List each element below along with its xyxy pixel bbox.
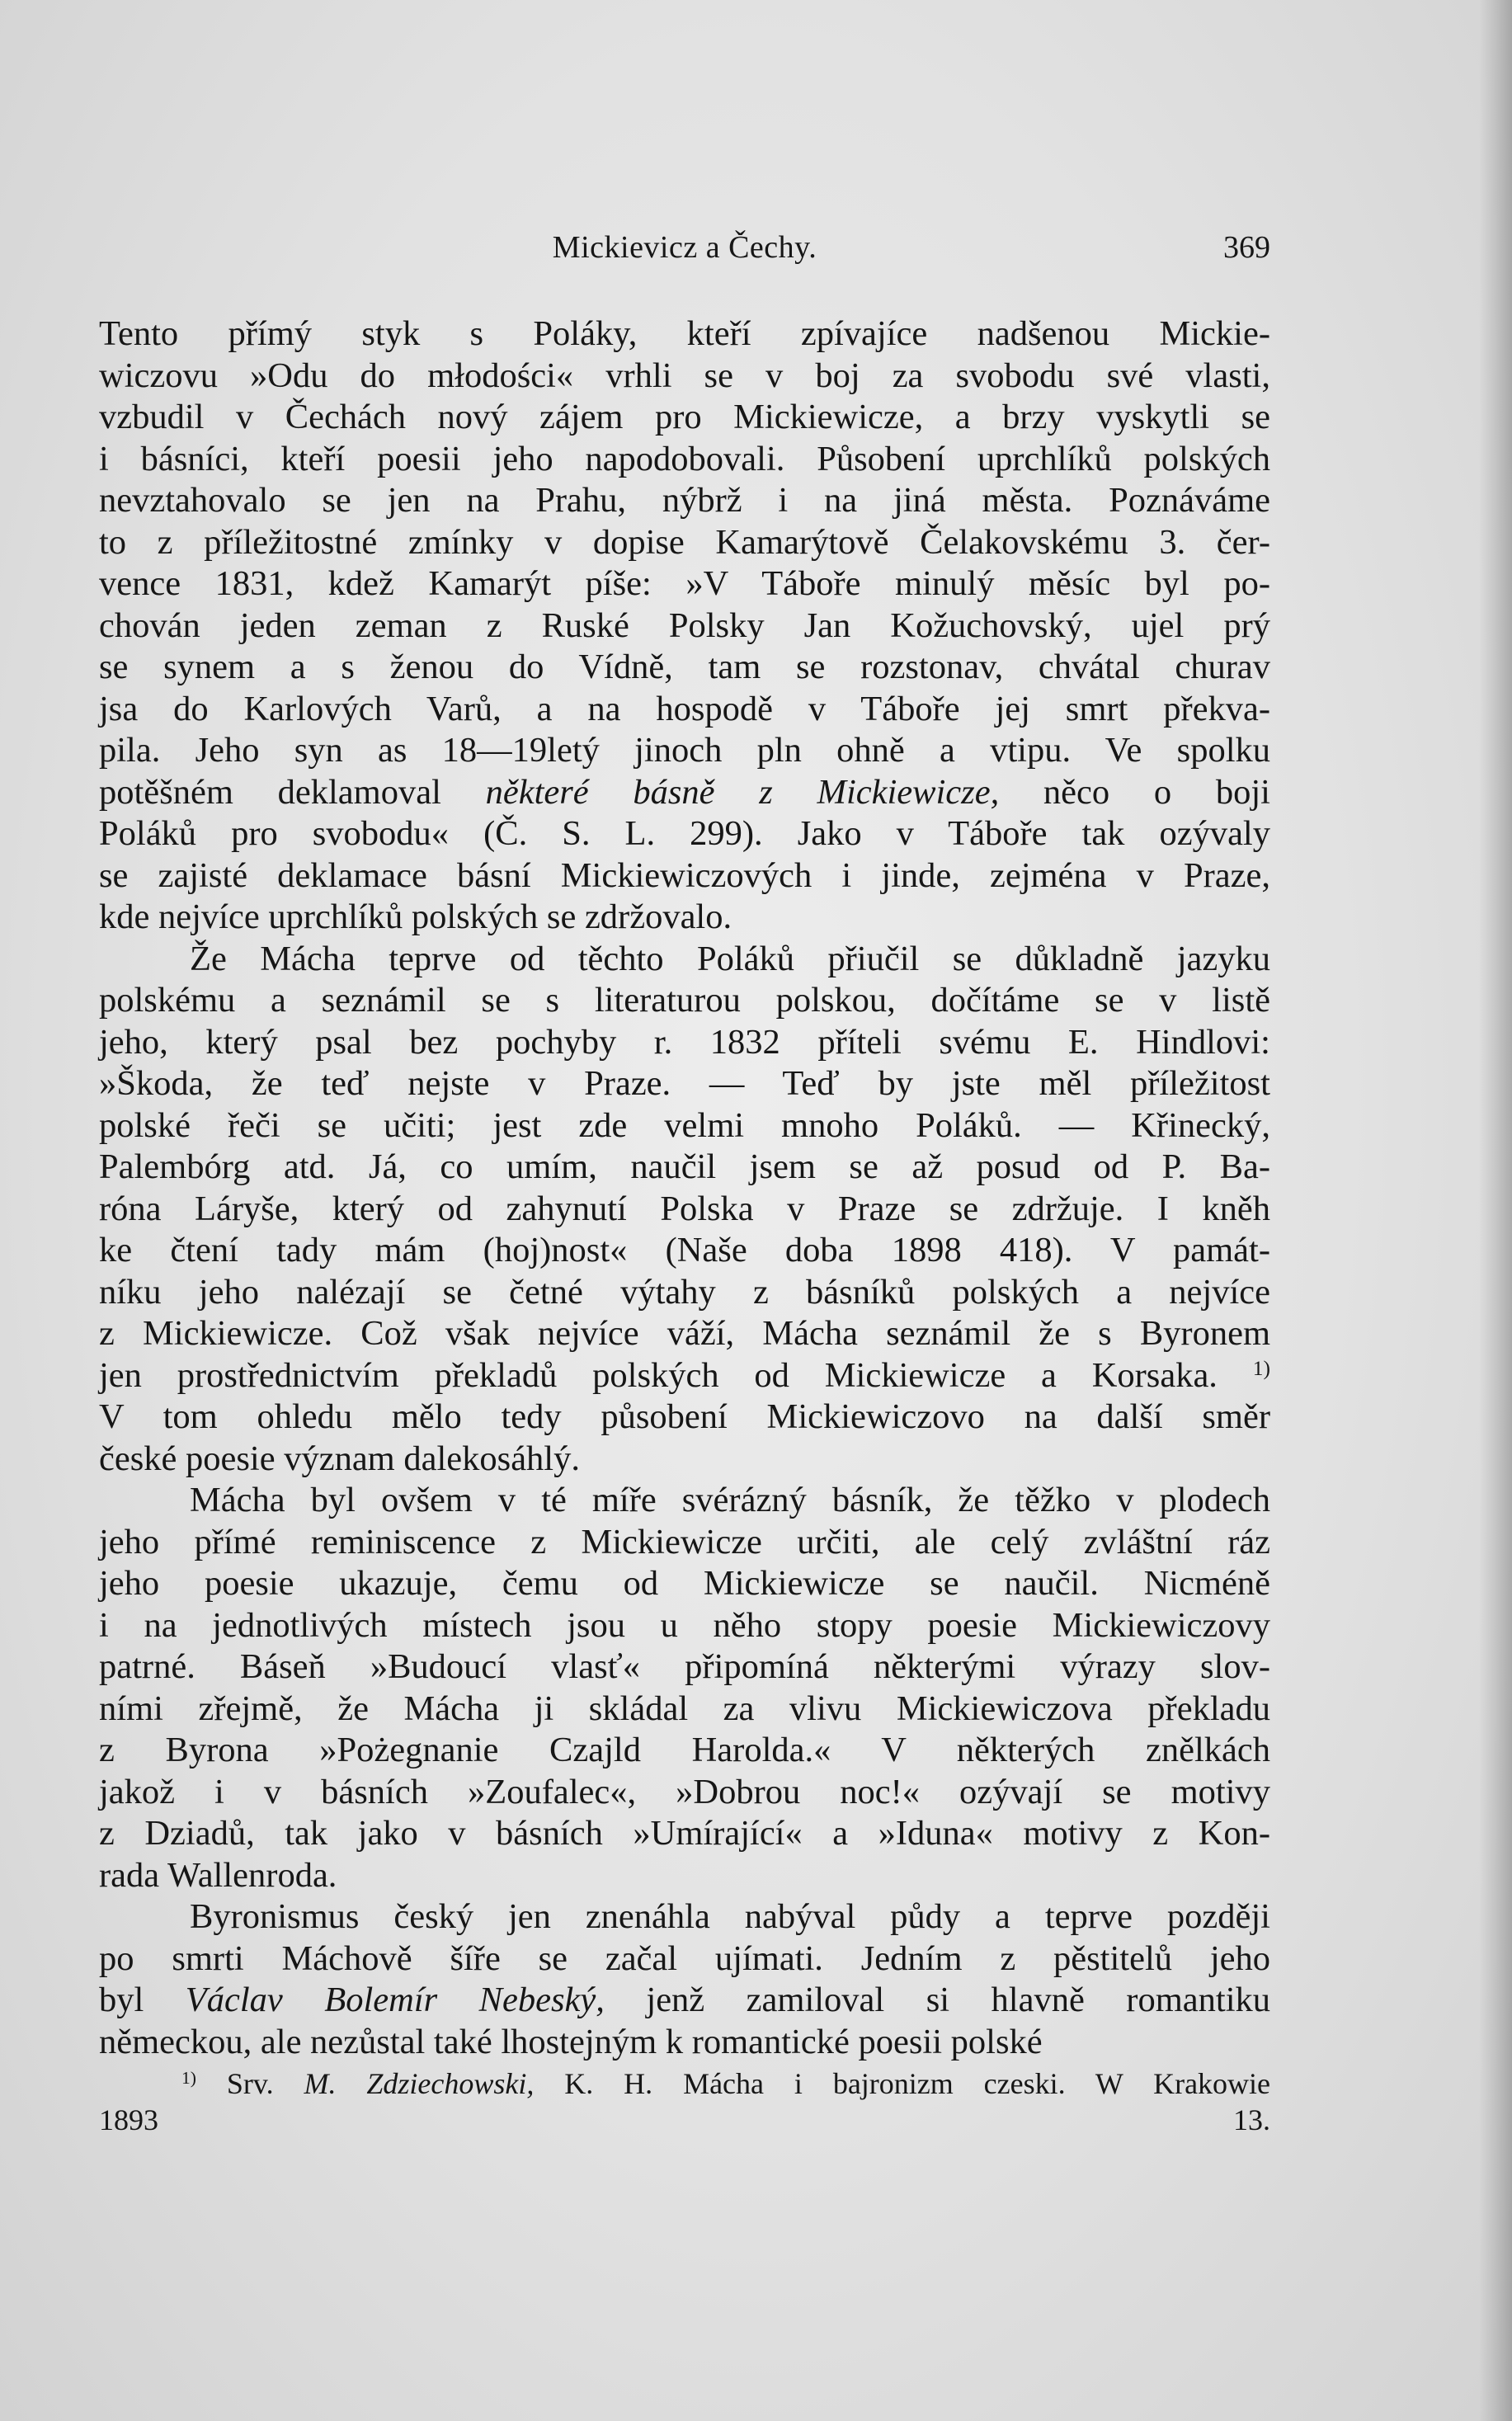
text-line: níku jeho nalézají se četné výtahy z básníků polských a nejvíce <box>99 1272 1270 1312</box>
text-line: byl Václav Bolemír Nebeský, jenž zamiloval si hlavně romantiku <box>99 1981 1270 2019</box>
text-line: jsa do Karlových Varů, a na hospodě v Táboře jej smrt překva- <box>99 689 1270 728</box>
text-line: jen prostřednictvím překladů polských od Mickiewicze a Korsaka. $^{1)}$ <box>99 1355 1270 1395</box>
footnotes <box>99 2065 1270 2138</box>
footnote-reference: 1) <box>1252 1355 1270 1380</box>
text-line: ke čtení tady mám (hoj)nost« (Naše doba 1898 418). V památ- <box>99 1231 1270 1269</box>
text-line: vzbudil v Čechách nový zájem pro Mickiewicze, a brzy vyskytli se <box>99 398 1270 436</box>
paragraph-4 <box>99 1896 1270 2063</box>
text-line: z Dziadů, tak jako v básních »Umírající« a »Iduna« motivy z Kon- <box>99 1814 1270 1853</box>
text-line: Poláků pro svobodu« (Č. S. L. 299). Jako v Táboře tak ozývaly <box>99 814 1270 853</box>
text-line: Mácha byl ovšem v té míře svérázný básník, že těžko v plodech <box>190 1481 1270 1519</box>
paragraph-2 <box>99 939 1270 1481</box>
text-line: chován jeden zeman z Ruské Polsky Jan Kožuchovský, ujel prý <box>99 605 1270 645</box>
footnote-marker: 1) <box>181 2068 196 2089</box>
text-line: české poesie význam dalekosáhlý. <box>99 1439 580 1478</box>
text-line: Byronismus český jen znenáhla nabýval půdy a teprve později <box>190 1897 1270 1936</box>
text-line: wiczovu »Odu do młodości« vrhli se v boj za svobodu své vlasti, <box>99 356 1270 395</box>
text-line: po smrti Máchově šíře se začal ujímati. Jedním z pěstitelů jeho <box>99 1938 1270 1978</box>
text-line: i na jednotlivých místech jsou u něho stopy poesie Mickiewiczovy <box>99 1605 1270 1645</box>
text-line: Palembórg atd. Já, co umím, naučil jsem se až posud od P. Ba- <box>99 1147 1270 1186</box>
text-line: jeho, který psal bez pochyby r. 1832 příteli svému E. Hindlovi: <box>99 1022 1270 1062</box>
italic-text: Václav Bolemír Nebeský, <box>185 1981 605 2019</box>
text-line: ními zřejmě, že Mácha ji skládal za vlivu Mickiewiczova překladu <box>99 1689 1270 1728</box>
text-line: jakož i v básních »Zoufalec«, »Dobrou noc!« ozývají se motivy <box>99 1772 1270 1811</box>
text-line: z Byrona »Pożegnanie Czajld Harolda.« V některých znělkách <box>99 1731 1270 1769</box>
text-line: Že Mácha teprve od těchto Poláků přiučil se důkladně jazyku <box>190 939 1270 978</box>
text-line: nevztahovalo se jen na Prahu, nýbrž i na jiná města. Poznáváme <box>99 481 1270 520</box>
text-line: jeho přímé reminiscence z Mickiewicze určiti, ale celý zvláštní ráz <box>99 1522 1270 1561</box>
text-line: potěšném deklamoval některé básně z Mickiewicze, něco o boji <box>99 772 1270 812</box>
text-line: se synem a s ženou do Vídně, tam se rozstonav, chvátal churav <box>99 648 1270 686</box>
text-line: róna Láryše, který od zahynutí Polska v Praze se zdržuje. I kněh <box>99 1189 1270 1228</box>
text-line: Tento přímý styk s Poláky, kteří zpívajíce nadšenou Mickie- <box>99 314 1270 353</box>
text-line: i básníci, kteří poesii jeho napodobovali. Působení uprchlíků polských <box>99 439 1270 478</box>
text-line: polskému a seznámil se s literaturou polskou, dočítáme se v listě <box>99 981 1270 1020</box>
page-header <box>99 229 1270 279</box>
text-line: patrné. Báseň »Budoucí vlasť« připomíná některými výrazy slov- <box>99 1647 1270 1686</box>
text-line: vence 1831, kdež Kamarýt píše: »V Táboře minulý měsíc byl po- <box>99 564 1270 603</box>
text-line: kde nejvíce uprchlíků polských se zdržovalo. <box>99 897 732 936</box>
body-text <box>99 313 1270 2063</box>
text-line: jeho poesie ukazuje, čemu od Mickiewicze se naučil. Nicméně <box>99 1564 1270 1603</box>
footnote-author: M. Zdziechowski, <box>304 2067 535 2100</box>
text-line: z Mickiewicze. Což však nejvíce váží, Mácha seznámil že s Byronem <box>99 1314 1270 1353</box>
text-line: se zajisté deklamace básní Mickiewiczových i jinde, zejména v Praze, <box>99 855 1270 895</box>
text-line: V tom ohledu mělo tedy působení Mickiewiczovo na další směr <box>99 1397 1270 1436</box>
paragraph-1 <box>99 313 1270 939</box>
text-line: rada Wallenroda. <box>99 1855 337 1895</box>
running-title: Mickievicz a Čechy. <box>552 230 817 265</box>
text-line: pila. Jeho syn as 18—19letý jinoch pln ohně a vtipu. Ve spolku <box>99 731 1270 770</box>
paragraph-3 <box>99 1480 1270 1896</box>
footnote-line-1: $^{1)}$ Srv. M. Zdziechowski, K. H. Mácha i bajronizm czeski. W Krakowie <box>181 2067 1271 2100</box>
italic-text: některé básně z Mickiewicze, <box>485 772 1000 812</box>
text-line: polské řeči se učiti; jest zde velmi mnoho Poláků. — Křinecký, <box>99 1105 1270 1145</box>
text-line: to z příležitostné zmínky v dopise Kamarýtově Čelakovskému 3. čer- <box>99 522 1270 562</box>
page-number: 369 <box>1223 230 1270 265</box>
text-line: německou, ale nezůstal také lhostejným k romantické poesii polské <box>99 2022 1043 2061</box>
text-line: »Škoda, že teď nejste v Praze. — Teď by jste měl příležitost <box>99 1064 1270 1103</box>
footnote-line-2: 1893 13. <box>99 2103 1270 2136</box>
book-spine-shadow <box>1479 0 1512 2421</box>
